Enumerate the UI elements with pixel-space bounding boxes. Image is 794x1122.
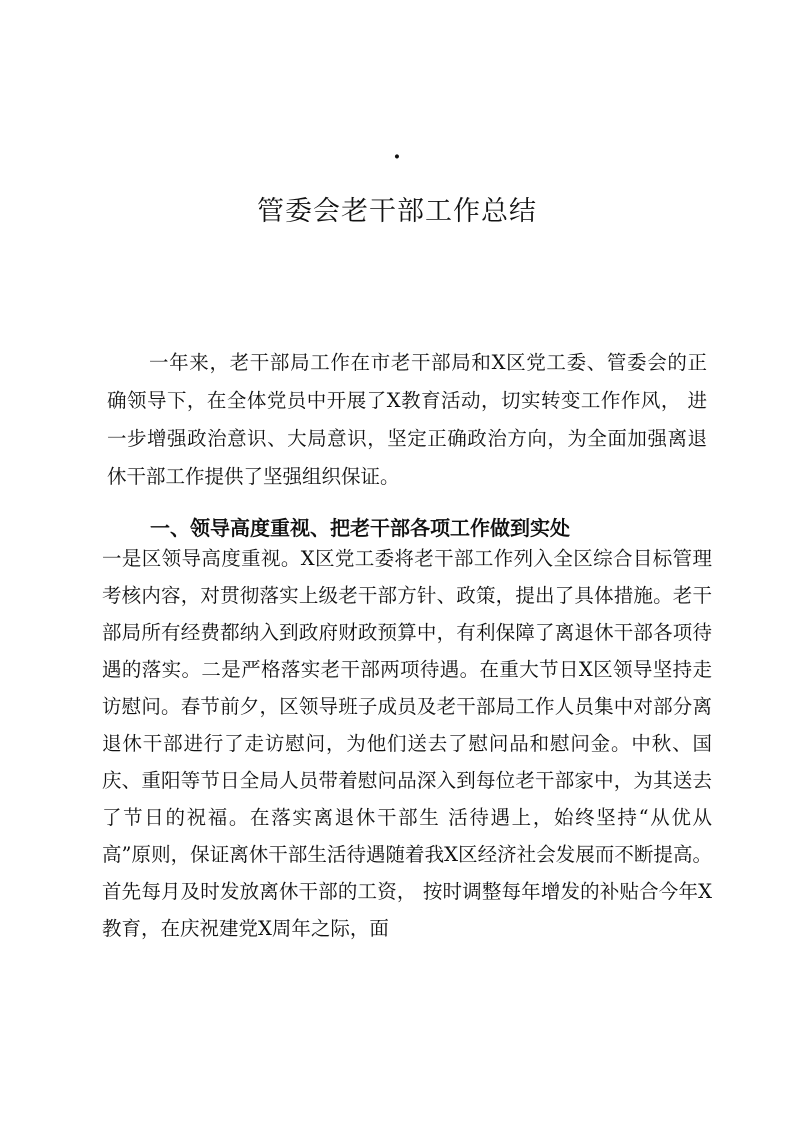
header-dot: ·: [393, 144, 401, 170]
body-paragraph: 一是区领导高度重视。X区党工委将老干部工作列入全区综合目标管理考核内容，对贯彻落实上级老干部方针、政策，提出了具体措施。老干部局所有经费都纳入到政府财政预算中，有利保障了离退休干部各项待遇的落实。二是严格落实老干部两项待遇。在重大节日X区领导坚持走访慰问。春节前夕，区领导班子成员及老干部局工作人员集中对部分离退休干部进行了走访慰问，为他们送去了慰问品和慰问金。中秋、国庆、重阳等节日全局人员带着慰问品深入到每位老干部家中，为其送去了节日的祝福。在落实离退休干部生 活待遇上，始终坚持“从优从高”原则，保证离休干部生活待遇随着我X区经济社会发展而不断提高。首先每月及时发放离休干部的工资， 按时调整每年增发的补贴合今年X教育，在庆祝建党X周年之际，面: [102, 547, 712, 940]
section-heading-1: 一、领导高度重视、把老干部各项工作做到实处: [150, 516, 570, 540]
intro-paragraph: 一年来，老干部局工作在市老干部局和X区党工委、管委会的正确领导下，在全体党员中开展了X教育活动，切实转变工作作风， 进一步增强政治意识、大局意识，坚定正确政治方向，为全面加强离退休干部工作提供了坚强组织保证。: [107, 351, 707, 488]
document-title: 管委会老干部工作总结: [257, 196, 537, 227]
